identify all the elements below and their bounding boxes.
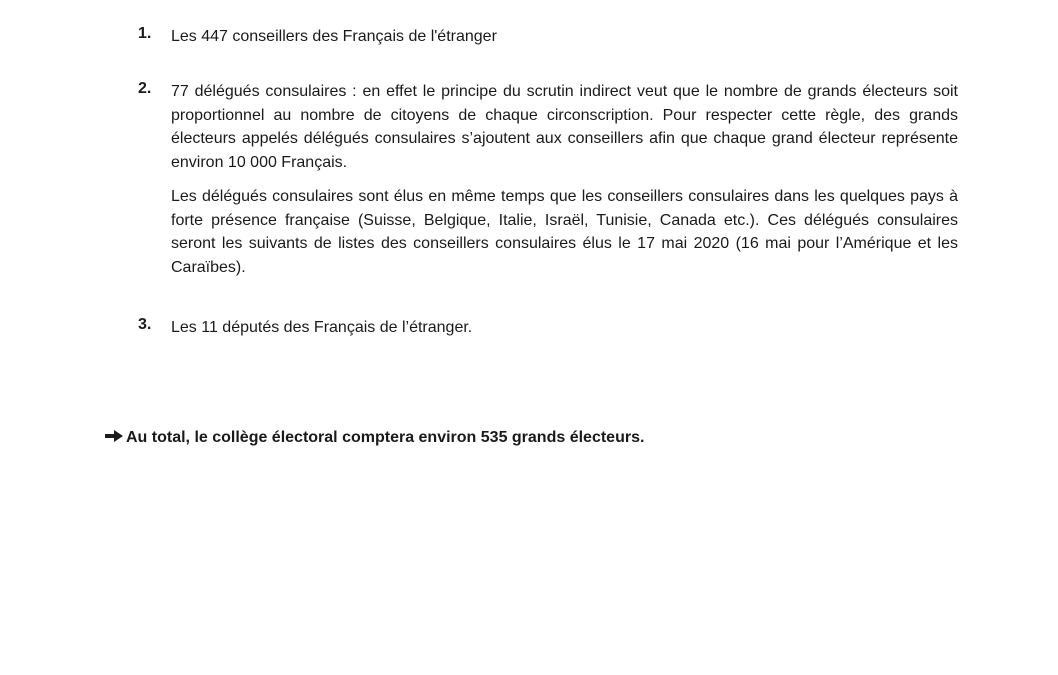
paragraph: Les 11 députés des Français de l’étranger. xyxy=(171,319,473,336)
list-text xyxy=(171,316,958,340)
conclusion-line xyxy=(104,426,644,449)
conclusion-text: Au total, le collège électoral comptera environ 535 grands électeurs. xyxy=(126,429,645,446)
list-text xyxy=(171,25,958,49)
right-arrow-icon xyxy=(104,429,124,443)
paragraph: Les 447 conseillers des Français de l'étranger xyxy=(171,28,497,45)
list-number: 1. xyxy=(138,25,152,42)
paragraph: Les délégués consulaires sont élus en même temps que les conseillers consulaires dans les quelques pays à forte présence française (Suisse, Belgique, Italie, Israël, Tunisie, Canada etc.). Ces délégués consulaires seront les suivants de listes des conseillers consulaires élus le 17 mai 2020 (16 mai pour l’Amérique et les Caraïbes). xyxy=(171,188,958,276)
list-number: 2. xyxy=(138,80,152,97)
list-number: 3. xyxy=(138,316,152,333)
list-text xyxy=(171,80,958,279)
paragraph: 77 délégués consulaires : en effet le principe du scrutin indirect veut que le nombre de grands électeurs soit proportionnel au nombre de citoyens de chaque circonscription. Pour respecter cette règle, des grands électeurs appelés délégués consulaires s’ajoutent aux conseillers afin que chaque grand électeur représente environ 10 000 Français. xyxy=(171,83,958,171)
